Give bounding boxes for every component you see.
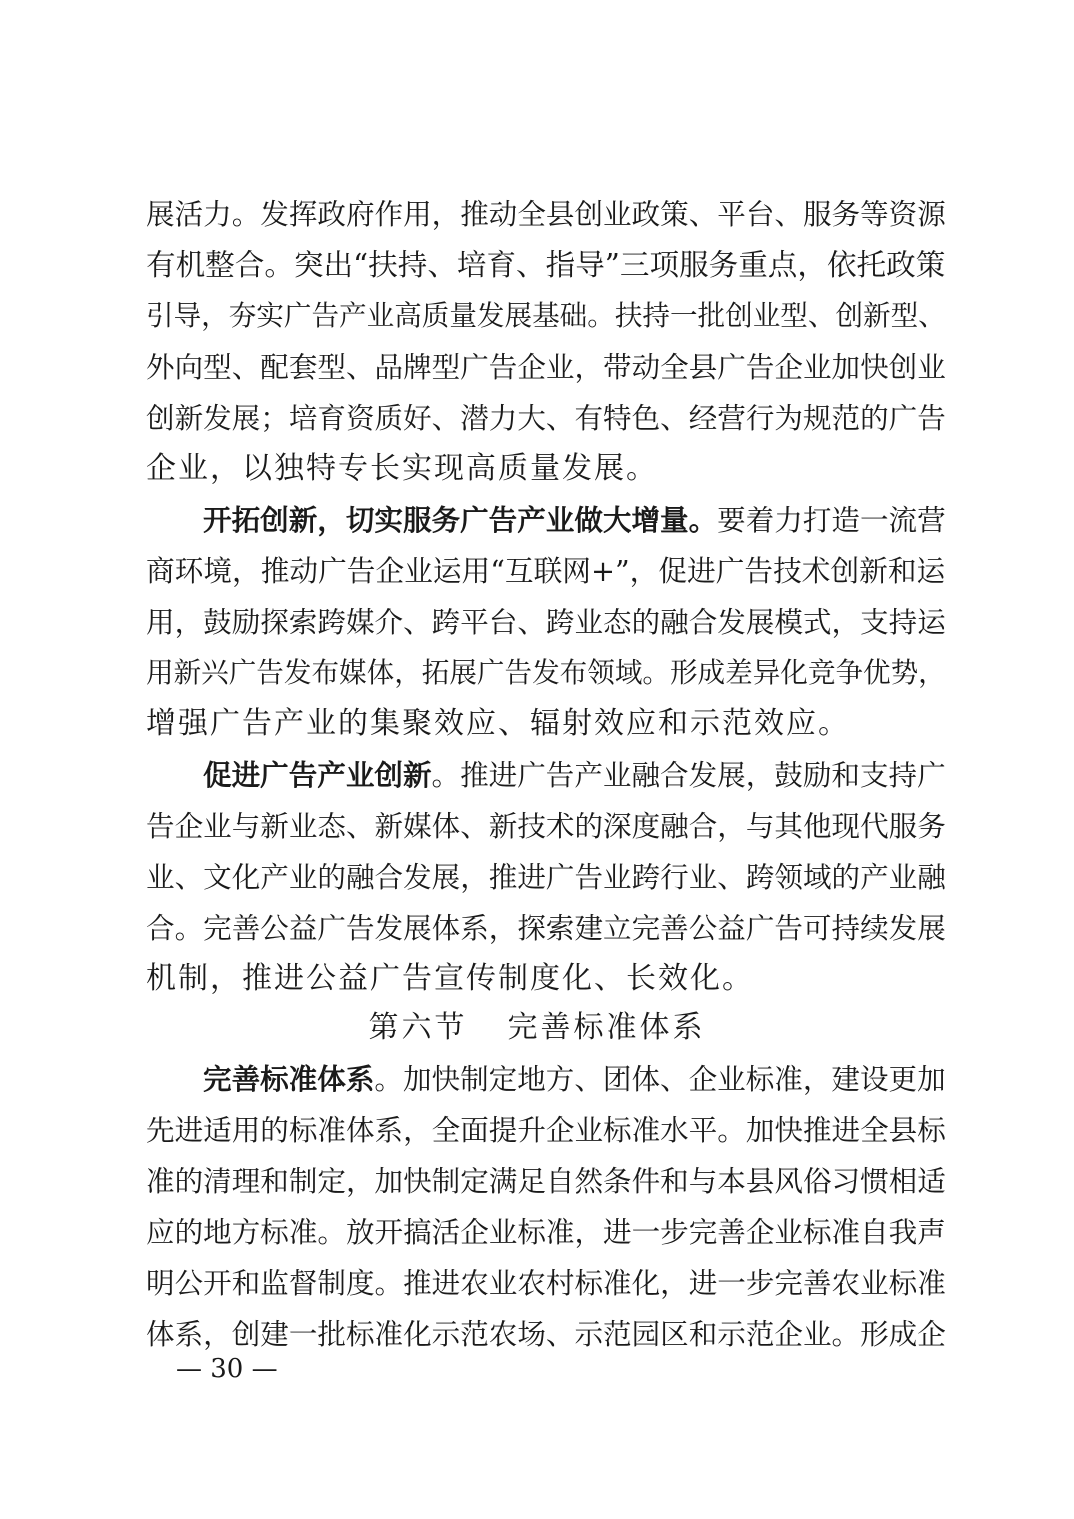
paragraph-line: 告企业与新业态、新媒体、新技术的深度融合，与其他现代服务: [146, 809, 946, 843]
paragraph-line: 准的清理和制定，加快制定满足自然条件和与本县风俗习惯相适: [146, 1164, 946, 1198]
paragraph-line: 机制，推进公益广告宣传制度化、长效化。: [146, 961, 754, 996]
paragraph-line: 用，鼓励探索跨媒介、跨平台、跨业态的融合发展模式，支持运: [146, 605, 946, 639]
paragraph-line: 先进适用的标准体系，全面提升企业标准水平。加快推进全县标: [146, 1113, 946, 1147]
section-title: 完善标准体系: [507, 1010, 706, 1045]
paragraph-line: 业、文化产业的融合发展，推进广告业跨行业、跨领域的产业融: [146, 860, 946, 894]
section-number: 第六节: [368, 1010, 468, 1045]
paragraph-line: 创新发展；培育资质好、潜力大、有特色、经营行为规范的广告: [146, 401, 946, 435]
paragraph-line: 增强广告产业的集聚效应、辐射效应和示范效应。: [146, 706, 850, 741]
paragraph-first-line: [203, 755, 946, 795]
paragraph-first-line: [203, 1059, 946, 1099]
paragraph-line: 展活力。发挥政府作用，推动全县创业政策、平台、服务等资源: [146, 197, 946, 231]
paragraph-line: 明公开和监督制度。推进农业农村标准化，进一步完善农业标准: [146, 1266, 946, 1300]
paragraph-line: 用新兴广告发布媒体，拓展广告发布领域。形成差异化竞争优势，: [146, 656, 946, 689]
paragraph-line: 体系，创建一批标准化示范农场、示范园区和示范企业。形成企: [146, 1317, 946, 1351]
paragraph-lead: 完善标准体系: [203, 1062, 375, 1096]
paragraph-line: 引导，夯实广告产业高质量发展基础。扶持一批创业型、创新型、: [146, 299, 946, 332]
paragraph-first-rest: 要着力打造一流营: [717, 503, 946, 537]
paragraph-line: 商环境，推动广告企业运用“互联网+”，促进广告技术创新和运: [146, 554, 946, 588]
paragraph-line: 企业，以独特专长实现高质量发展。: [146, 451, 658, 486]
paragraph-first-line: [203, 500, 946, 540]
paragraph-line: 合。完善公益广告发展体系，探索建立完善公益广告可持续发展: [146, 911, 946, 945]
section-heading: [0, 1008, 1074, 1048]
page-number: — 30 —: [176, 1354, 278, 1384]
paragraph-first-rest: 。加快制定地方、团体、企业标准，建设更加: [374, 1062, 946, 1096]
paragraph-line: 应的地方标准。放开搞活企业标准，进一步完善企业标准自我声: [146, 1215, 946, 1249]
paragraph-lead: 开拓创新，切实服务广告产业做大增量。: [203, 503, 718, 537]
paragraph-line: 外向型、配套型、品牌型广告企业，带动全县广告企业加快创业: [146, 350, 946, 384]
paragraph-first-rest: 。推进广告产业融合发展，鼓励和支持广: [431, 758, 946, 792]
paragraph-lead: 促进广告产业创新: [203, 758, 432, 792]
paragraph-line: 有机整合。突出“扶持、培育、指导”三项服务重点，依托政策: [146, 248, 946, 282]
